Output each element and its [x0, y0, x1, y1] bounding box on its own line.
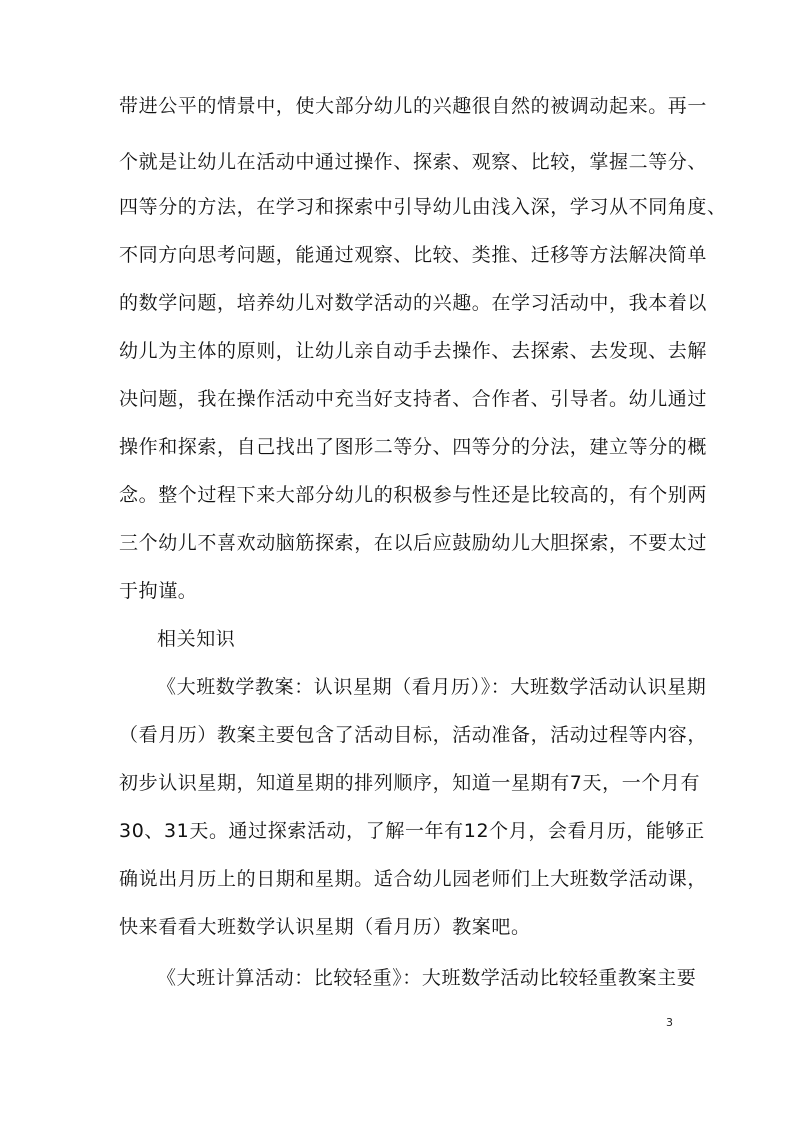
text-line: 不同方向思考问题，能通过观察、比较、类推、迁移等方法解决简单: [119, 244, 708, 266]
text-line: 带进公平的情景中，使大部分幼儿的兴趣很自然的被调动起来。再一: [119, 95, 708, 117]
text-line: （看月历）教案主要包含了活动目标，活动准备，活动过程等内容，: [119, 724, 708, 746]
text-line: 于拘谨。: [119, 580, 198, 602]
page-number: 3: [666, 1016, 673, 1029]
text-line: 快来看看大班数学认识星期（看月历）教案吧。: [119, 916, 531, 938]
text-line: 四等分的方法，在学习和探索中引导幼儿由浅入深，学习从不同角度、: [119, 196, 727, 218]
text-line: 决问题，我在操作活动中充当好支持者、合作者、引导者。幼儿通过: [119, 388, 708, 410]
text-line: 念。整个过程下来大部分幼儿的积极参与性还是比较高的，有个别两: [119, 484, 708, 506]
section-heading: 相关知识: [157, 628, 236, 650]
text-line: 的数学问题，培养幼儿对数学活动的兴趣。在学习活动中，我本着以: [119, 292, 708, 314]
text-line: 确说出月历上的日期和星期。适合幼儿园老师们上大班数学活动课，: [119, 868, 708, 890]
text-line: 《大班计算活动：比较轻重》：大班数学活动比较轻重教案主要: [157, 967, 697, 989]
text-line: 个就是让幼儿在活动中通过操作、探索、观察、比较，掌握二等分、: [119, 151, 708, 173]
text-line: 幼儿为主体的原则，让幼儿亲自动手去操作、去探索、去发现、去解: [119, 340, 708, 362]
text-line: 三个幼儿不喜欢动脑筋探索，在以后应鼓励幼儿大胆探索，不要太过: [119, 532, 708, 554]
text-line: 操作和探索，自己找出了图形二等分、四等分的分法，建立等分的概: [119, 436, 708, 458]
text-line: 30、31天。通过探索活动，了解一年有12个月，会看月历，能够正: [119, 820, 705, 842]
text-line: 初步认识星期，知道星期的排列顺序，知道一星期有7天，一个月有: [119, 772, 701, 794]
text-line: 《大班数学教案：认识星期（看月历）》：大班数学活动认识星期: [157, 676, 707, 698]
